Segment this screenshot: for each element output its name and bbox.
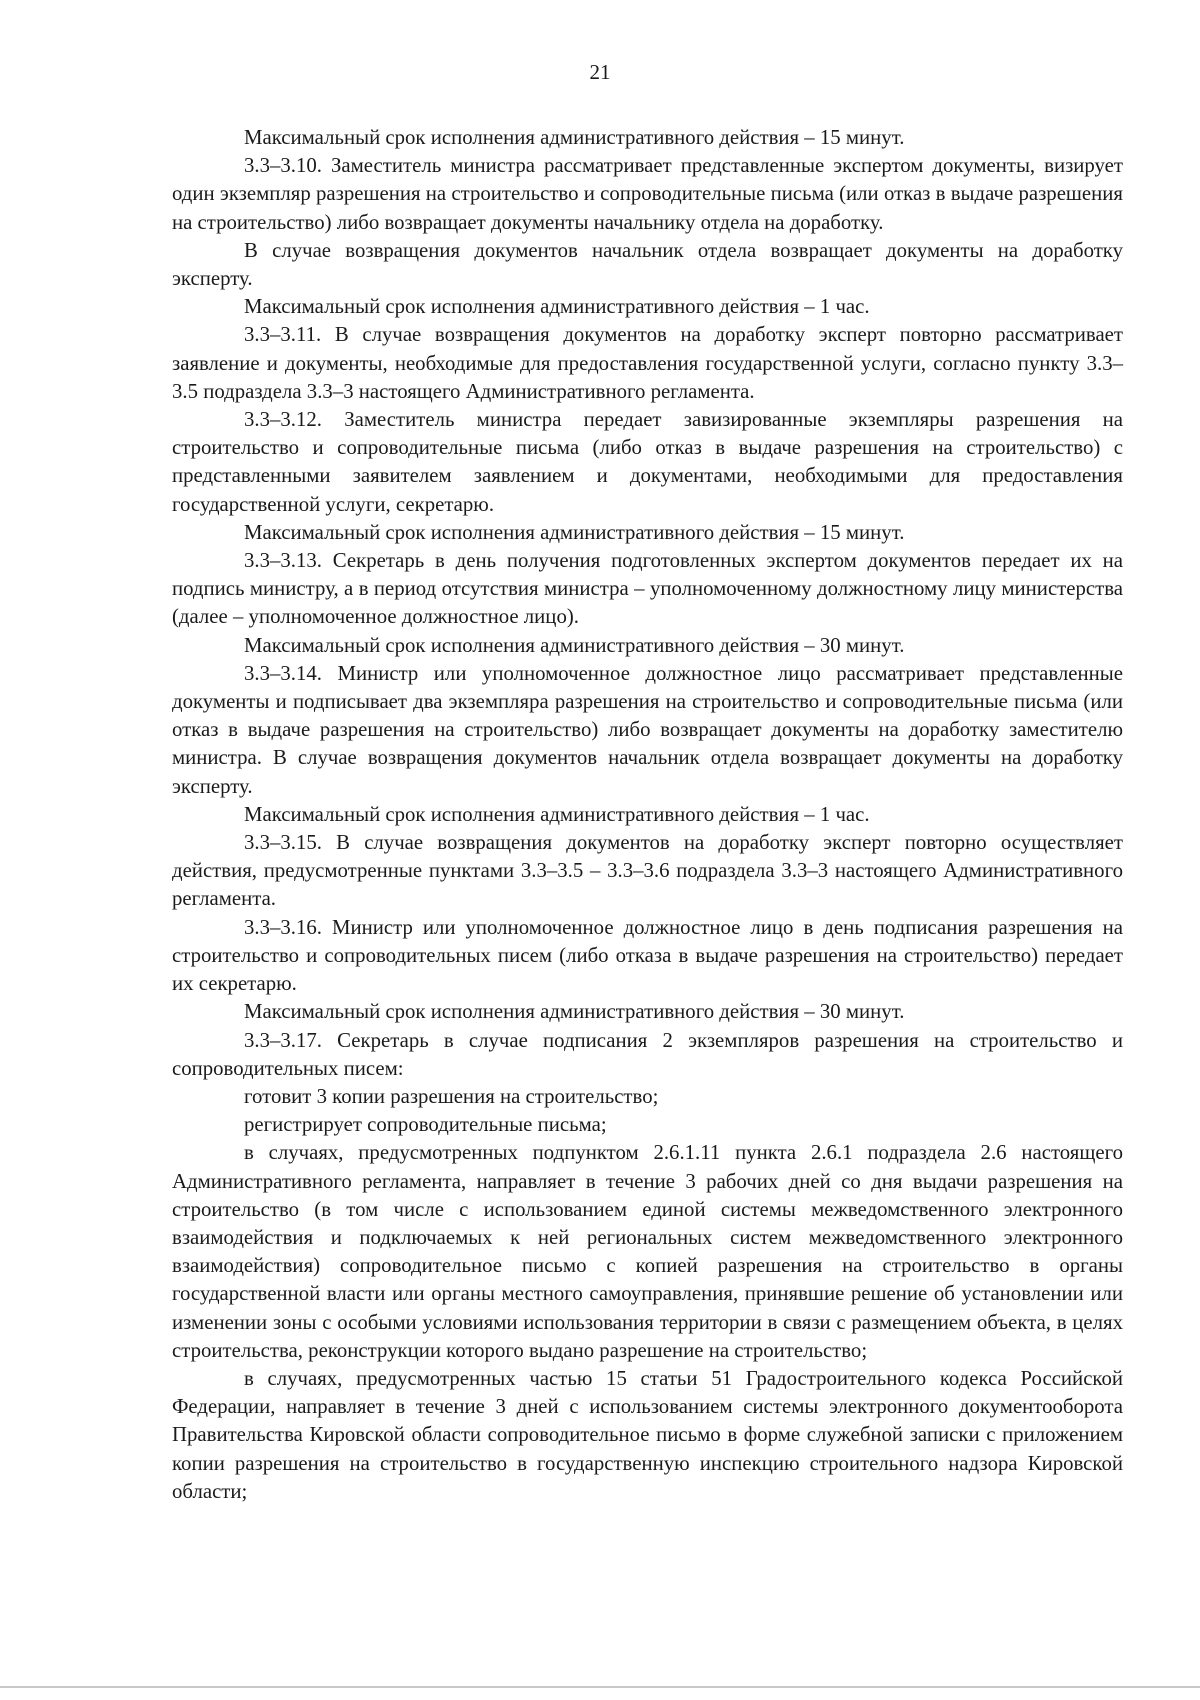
paragraph: в случаях, предусмотренных подпунктом 2.6.1.11 пункта 2.6.1 подраздела 2.6 настоящего Административного регламента, направляет в течение 3 рабочих дней со дня выдачи разрешения на строительство (в том числе с использованием единой системы межведомственного электронного взаимодействия и подключаемых к ней региональных систем межведомственного электронного взаимодействия) сопроводительное письмо с копией разрешения на строительство в органы государственной власти или органы местного самоуправления, принявшие решение об установлении или изменении зоны с особыми условиями использования территории в связи с размещением объекта, в целях строительства, реконструкции которого выдано разрешение на строительство;	[172, 1141, 1123, 1362]
paragraph: Максимальный срок исполнения административного действия – 15 минут.	[244, 126, 905, 149]
scan-edge-line	[0, 1686, 1200, 1688]
paragraph: 3.3–3.12. Заместитель министра передает завизированные экземпляры разрешения на строительство и сопроводительные письма (либо отказ в выдаче разрешения на строительство) с представленными заявителем заявлением и документами, необходимыми для предоставления государственной услуги, секретарю.	[172, 408, 1123, 516]
paragraph: в случаях, предусмотренных частью 15 статьи 51 Градостроительного кодекса Российской Федерации, направляет в течение 3 дней с использованием системы электронного документооборота Правительства Кировской области сопроводительное письмо в форме служебной записки с приложением копии разрешения на строительство в государственную инспекцию строительного надзора Кировской области;	[172, 1366, 1123, 1503]
paragraph: Максимальный срок исполнения административного действия – 1 час.	[244, 802, 870, 826]
paragraph: 3.3–3.17. Секретарь в случае подписания 2 экземпляров разрешения на строительство и сопроводительных писем:	[172, 1028, 1123, 1080]
page-number: 21	[589, 60, 611, 84]
paragraph: 3.3–3.15. В случае возвращения документов на доработку эксперт повторно осуществляет действия, предусмотренные пунктами 3.3–3.5 – 3.3–3.6 подраздела 3.3–3 настоящего Административного регламента.	[172, 831, 1123, 911]
paragraph: Максимальный срок исполнения административного действия – 15 минут.	[244, 520, 905, 544]
paragraph: 3.3–3.10. Заместитель министра рассматривает представленные экспертом документы, визирует один экземпляр разрешения на строительство и сопроводительные письма (или отказ в выдаче разрешения на строительство) либо возвращает документы начальнику отдела на доработку.	[172, 154, 1123, 234]
paragraph: 3.3–3.16. Министр или уполномоченное должностное лицо в день подписания разрешения на строительство и сопроводительных писем (либо отказа в выдаче разрешения на строительство) передает их секретарю.	[172, 915, 1123, 996]
paragraph: 3.3–3.11. В случае возвращения документов на доработку эксперт повторно рассматривает заявление и документы, необходимые для предоставления государственной услуги, согласно пункту 3.3–3.5 подраздела 3.3–3 настоящего Административного регламента.	[172, 323, 1123, 403]
paragraph: Максимальный срок исполнения административного действия – 1 час.	[244, 295, 870, 319]
paragraph: готовит 3 копии разрешения на строительство;	[244, 1084, 659, 1108]
paragraph: В случае возвращения документов начальник отдела возвращает документы на доработку эксперту.	[172, 238, 1123, 291]
paragraph: 3.3–3.14. Министр или уполномоченное должностное лицо рассматривает представленные документы и подписывает два экземпляра разрешения на строительство и сопроводительные письма (или отказ в выдаче разрешения на строительство) либо возвращает документы на доработку заместителю министра. В случае возвращения документов начальник отдела возвращает документы на доработку эксперту.	[172, 661, 1123, 798]
paragraph: регистрирует сопроводительные письма;	[244, 1113, 607, 1137]
paragraph: 3.3–3.13. Секретарь в день получения подготовленных экспертом документов передает их на подпись министру, а в период отсутствия министра – уполномоченному должностному лицу министерства (далее – уполномоченное должностное лицо).	[172, 549, 1123, 629]
paragraph: Максимальный срок исполнения административного действия – 30 минут.	[244, 633, 905, 657]
document-body	[172, 124, 1123, 1506]
paragraph: Максимальный срок исполнения административного действия – 30 минут.	[244, 1000, 905, 1024]
